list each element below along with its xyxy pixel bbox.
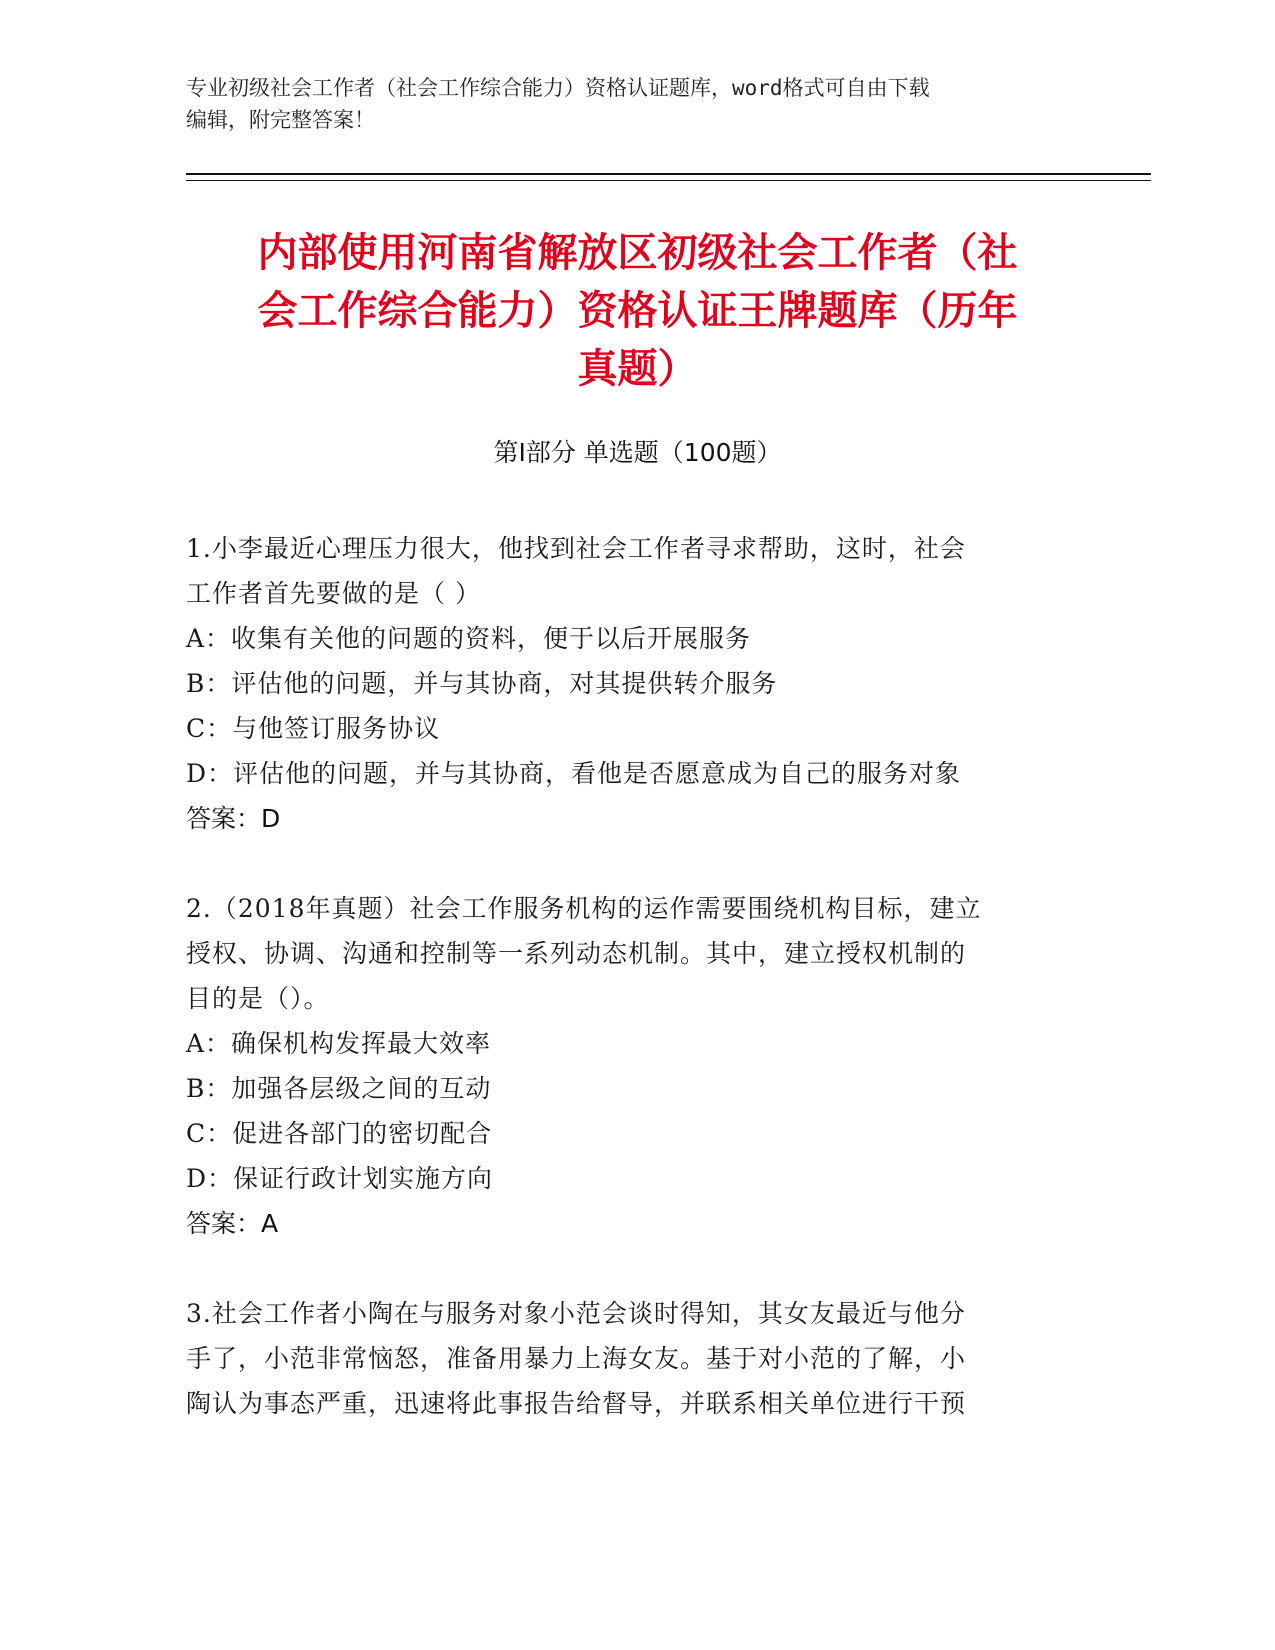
question-stem bbox=[186, 526, 1091, 616]
option-a: A：确保机构发挥最大效率 bbox=[186, 1029, 492, 1058]
answer-line: 答案：D bbox=[186, 804, 281, 833]
question-3 bbox=[186, 1291, 1091, 1426]
header-divider-thin bbox=[186, 180, 1151, 181]
answer-line: 答案：A bbox=[186, 1209, 279, 1238]
section-heading: 第Ⅰ部分 单选题（100题） bbox=[493, 438, 782, 467]
option-c: C：与他签订服务协议 bbox=[186, 714, 441, 743]
question-stem bbox=[186, 1291, 1091, 1426]
title-line: 真题） bbox=[577, 346, 698, 392]
stem-line: 3.社会工作者小陶在与服务对象小范会谈时得知，其女友最近与他分 bbox=[186, 1299, 966, 1328]
header-note-line: 专业初级社会工作者（社会工作综合能力）资格认证题库，word格式可自由下载 bbox=[186, 76, 930, 100]
option-c: C：促进各部门的密切配合 bbox=[186, 1119, 493, 1148]
header-note-line: 编辑，附完整答案！ bbox=[186, 108, 375, 132]
option-d: D：保证行政计划实施方向 bbox=[186, 1164, 494, 1193]
stem-line: 授权、协调、沟通和控制等一系列动态机制。其中，建立授权机制的 bbox=[186, 939, 967, 968]
question-stem bbox=[186, 886, 1091, 1021]
stem-line: 工作者首先要做的是（ ） bbox=[186, 579, 481, 608]
stem-line: 2.（2018年真题）社会工作服务机构的运作需要围绕机构目标，建立 bbox=[186, 894, 982, 923]
stem-line: 目的是（）。 bbox=[186, 984, 330, 1013]
option-b: B：评估他的问题，并与其协商，对其提供转介服务 bbox=[186, 669, 778, 698]
stem-line: 手了，小范非常恼怒，准备用暴力上海女友。基于对小范的了解，小 bbox=[186, 1344, 967, 1373]
question-2 bbox=[186, 886, 1091, 1246]
header-note bbox=[186, 72, 1066, 136]
stem-line: 陶认为事态严重，迅速将此事报告给督导，并联系相关单位进行干预 bbox=[186, 1389, 967, 1418]
title-line: 内部使用河南省解放区初级社会工作者（社 bbox=[257, 230, 1018, 276]
document-title bbox=[186, 224, 1089, 398]
stem-line: 1.小李最近心理压力很大，他找到社会工作者寻求帮助，这时，社会 bbox=[186, 534, 966, 563]
option-b: B：加强各层级之间的互动 bbox=[186, 1074, 492, 1103]
option-d: D：评估他的问题，并与其协商，看他是否愿意成为自己的服务对象 bbox=[186, 759, 962, 788]
question-1 bbox=[186, 526, 1091, 841]
question-list bbox=[186, 526, 1091, 1471]
option-a: A：收集有关他的问题的资料，便于以后开展服务 bbox=[186, 624, 752, 653]
header-divider-thick bbox=[186, 173, 1151, 175]
title-line: 会工作综合能力）资格认证王牌题库（历年 bbox=[257, 288, 1018, 334]
